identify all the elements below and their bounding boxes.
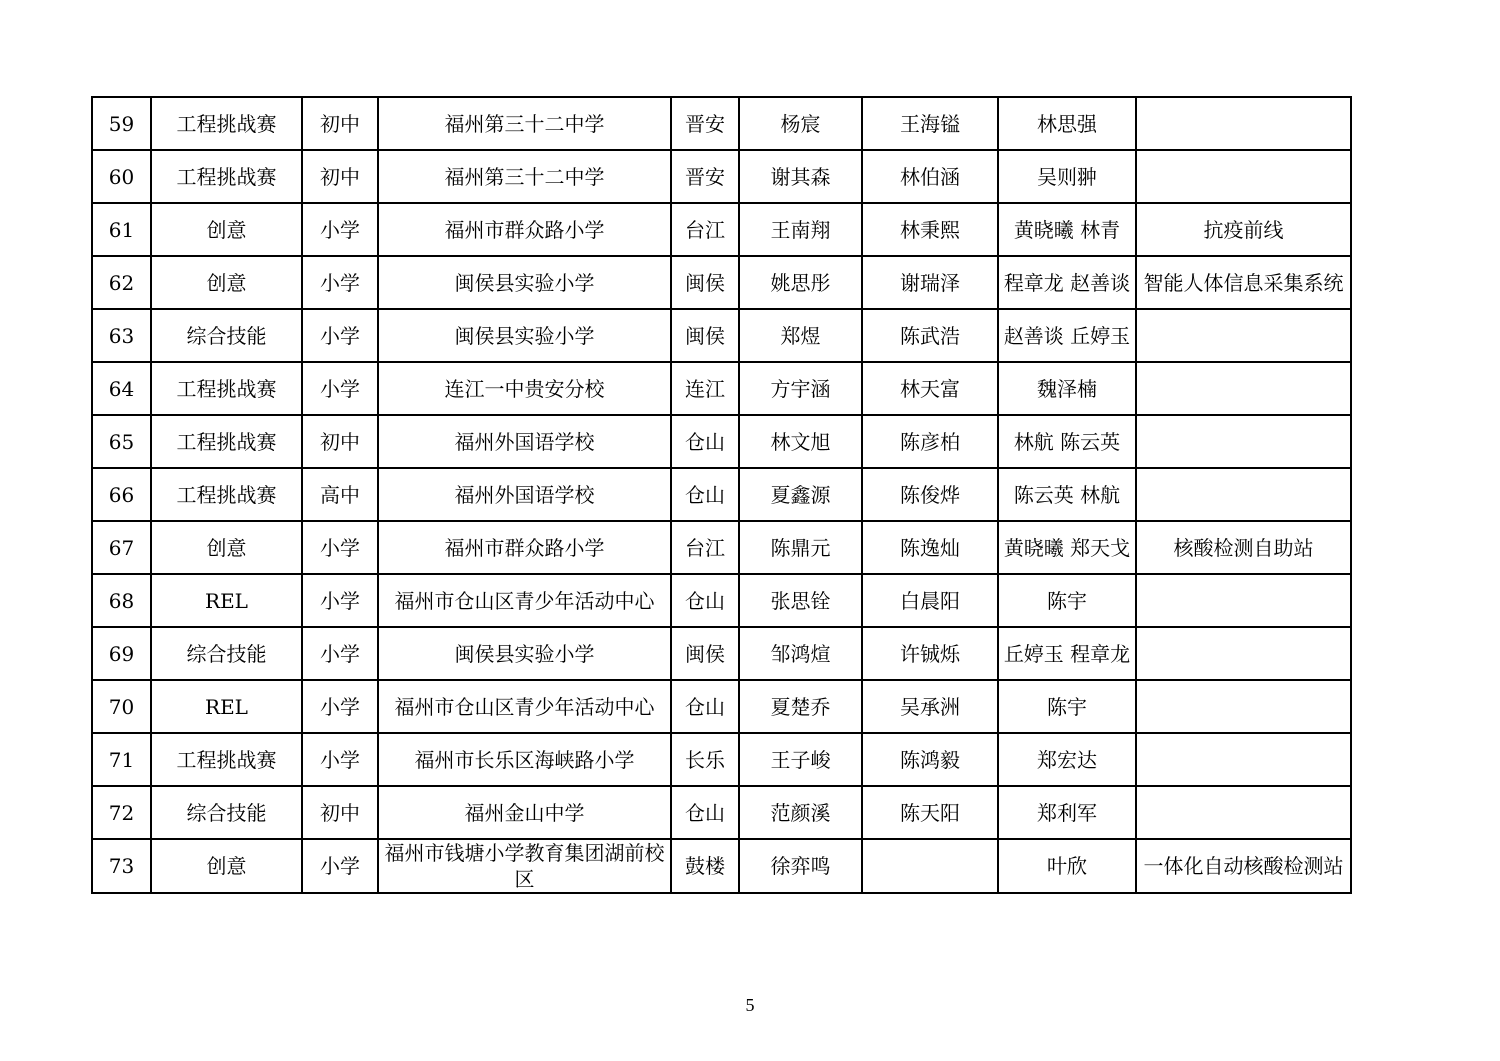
school-name-cell: 福州外国语学校 [378, 415, 671, 468]
row-number-cell: 72 [92, 786, 151, 839]
student-name-cell: 林文旭 [739, 415, 862, 468]
student-name-2-cell: 许铖烁 [862, 627, 998, 680]
district-cell: 闽侯 [671, 627, 739, 680]
table-row [92, 362, 1351, 415]
coach-names-cell: 陈宇 [998, 680, 1136, 733]
student-name-cell: 王子峻 [739, 733, 862, 786]
student-name-cell: 夏楚乔 [739, 680, 862, 733]
table-row [92, 309, 1351, 362]
coach-names-cell: 黄晓曦 林青 [998, 203, 1136, 256]
school-name-cell: 福州金山中学 [378, 786, 671, 839]
project-title-cell [1136, 786, 1351, 839]
coach-names-cell: 丘婷玉 程章龙 [998, 627, 1136, 680]
school-name-cell: 闽侯县实验小学 [378, 627, 671, 680]
row-number-cell: 63 [92, 309, 151, 362]
district-cell: 仓山 [671, 415, 739, 468]
coach-names-cell: 陈宇 [998, 574, 1136, 627]
event-category-cell: 创意 [151, 839, 302, 893]
project-title-cell: 抗疫前线 [1136, 203, 1351, 256]
event-category-cell: 创意 [151, 256, 302, 309]
school-name-cell: 福州第三十二中学 [378, 150, 671, 203]
district-cell: 仓山 [671, 680, 739, 733]
event-category-cell: REL [151, 574, 302, 627]
project-title-cell [1136, 574, 1351, 627]
event-category-cell: 创意 [151, 521, 302, 574]
student-name-2-cell: 陈天阳 [862, 786, 998, 839]
table-row [92, 150, 1351, 203]
row-number-cell: 65 [92, 415, 151, 468]
table-row [92, 680, 1351, 733]
table-row [92, 256, 1351, 309]
school-level-cell: 小学 [302, 733, 378, 786]
school-name-cell: 福州市仓山区青少年活动中心 [378, 680, 671, 733]
district-cell: 闽侯 [671, 309, 739, 362]
school-level-cell: 小学 [302, 521, 378, 574]
project-title-cell [1136, 309, 1351, 362]
school-name-cell: 福州第三十二中学 [378, 97, 671, 150]
coach-names-cell: 吴则翀 [998, 150, 1136, 203]
event-category-cell: 创意 [151, 203, 302, 256]
table-row [92, 521, 1351, 574]
school-name-cell: 福州市长乐区海峡路小学 [378, 733, 671, 786]
row-number-cell: 70 [92, 680, 151, 733]
district-cell: 连江 [671, 362, 739, 415]
row-number-cell: 64 [92, 362, 151, 415]
event-category-cell: 综合技能 [151, 309, 302, 362]
event-category-cell: 工程挑战赛 [151, 362, 302, 415]
student-name-cell: 方宇涵 [739, 362, 862, 415]
coach-names-cell: 郑宏达 [998, 733, 1136, 786]
school-name-cell: 福州市群众路小学 [378, 203, 671, 256]
row-number-cell: 66 [92, 468, 151, 521]
coach-names-cell: 陈云英 林航 [998, 468, 1136, 521]
student-name-cell: 徐弈鸣 [739, 839, 862, 893]
project-title-cell [1136, 733, 1351, 786]
school-level-cell: 初中 [302, 150, 378, 203]
school-name-cell: 闽侯县实验小学 [378, 309, 671, 362]
school-level-cell: 小学 [302, 574, 378, 627]
student-name-2-cell [862, 839, 998, 893]
project-title-cell: 核酸检测自助站 [1136, 521, 1351, 574]
coach-names-cell: 魏泽楠 [998, 362, 1136, 415]
project-title-cell [1136, 97, 1351, 150]
coach-names-cell: 黄晓曦 郑天戈 [998, 521, 1136, 574]
table-row [92, 627, 1351, 680]
table-row [92, 839, 1351, 893]
student-name-2-cell: 陈鸿毅 [862, 733, 998, 786]
student-name-2-cell: 林秉熙 [862, 203, 998, 256]
table-row [92, 733, 1351, 786]
project-title-cell [1136, 680, 1351, 733]
school-level-cell: 小学 [302, 362, 378, 415]
row-number-cell: 69 [92, 627, 151, 680]
district-cell: 仓山 [671, 468, 739, 521]
student-name-cell: 范颜溪 [739, 786, 862, 839]
student-name-2-cell: 林天富 [862, 362, 998, 415]
student-name-cell: 谢其森 [739, 150, 862, 203]
table-row [92, 468, 1351, 521]
event-category-cell: 工程挑战赛 [151, 733, 302, 786]
student-name-cell: 郑煜 [739, 309, 862, 362]
student-name-cell: 邹鸿煊 [739, 627, 862, 680]
project-title-cell [1136, 415, 1351, 468]
student-name-2-cell: 谢瑞泽 [862, 256, 998, 309]
row-number-cell: 61 [92, 203, 151, 256]
coach-names-cell: 程章龙 赵善谈 [998, 256, 1136, 309]
coach-names-cell: 叶欣 [998, 839, 1136, 893]
district-cell: 台江 [671, 203, 739, 256]
district-cell: 台江 [671, 521, 739, 574]
school-name-cell: 福州市钱塘小学教育集团湖前校区 [378, 839, 671, 893]
student-name-cell: 王南翔 [739, 203, 862, 256]
school-level-cell: 小学 [302, 627, 378, 680]
table-row [92, 786, 1351, 839]
project-title-cell: 一体化自动核酸检测站 [1136, 839, 1351, 893]
event-category-cell: 工程挑战赛 [151, 150, 302, 203]
student-name-2-cell: 陈俊烨 [862, 468, 998, 521]
student-name-2-cell: 王海镒 [862, 97, 998, 150]
project-title-cell [1136, 150, 1351, 203]
school-level-cell: 小学 [302, 256, 378, 309]
student-name-2-cell: 陈武浩 [862, 309, 998, 362]
student-name-cell: 张思铨 [739, 574, 862, 627]
district-cell: 仓山 [671, 574, 739, 627]
student-name-cell: 姚思彤 [739, 256, 862, 309]
event-category-cell: 工程挑战赛 [151, 97, 302, 150]
row-number-cell: 71 [92, 733, 151, 786]
table-body [92, 97, 1351, 893]
results-table [91, 96, 1352, 894]
coach-names-cell: 林航 陈云英 [998, 415, 1136, 468]
student-name-2-cell: 白晨阳 [862, 574, 998, 627]
school-level-cell: 小学 [302, 203, 378, 256]
student-name-2-cell: 林伯涵 [862, 150, 998, 203]
event-category-cell: REL [151, 680, 302, 733]
table-row [92, 415, 1351, 468]
table-row [92, 97, 1351, 150]
event-category-cell: 工程挑战赛 [151, 415, 302, 468]
student-name-cell: 陈鼎元 [739, 521, 862, 574]
school-level-cell: 小学 [302, 680, 378, 733]
project-title-cell [1136, 468, 1351, 521]
school-level-cell: 初中 [302, 97, 378, 150]
student-name-2-cell: 吴承洲 [862, 680, 998, 733]
school-level-cell: 小学 [302, 839, 378, 893]
row-number-cell: 62 [92, 256, 151, 309]
student-name-2-cell: 陈逸灿 [862, 521, 998, 574]
school-name-cell: 福州市群众路小学 [378, 521, 671, 574]
event-category-cell: 工程挑战赛 [151, 468, 302, 521]
district-cell: 长乐 [671, 733, 739, 786]
table-row [92, 203, 1351, 256]
row-number-cell: 59 [92, 97, 151, 150]
table-row [92, 574, 1351, 627]
coach-names-cell: 郑利军 [998, 786, 1136, 839]
row-number-cell: 73 [92, 839, 151, 893]
student-name-cell: 杨宸 [739, 97, 862, 150]
district-cell: 晋安 [671, 150, 739, 203]
coach-names-cell: 赵善谈 丘婷玉 [998, 309, 1136, 362]
school-name-cell: 福州市仓山区青少年活动中心 [378, 574, 671, 627]
district-cell: 闽侯 [671, 256, 739, 309]
row-number-cell: 67 [92, 521, 151, 574]
school-name-cell: 连江一中贵安分校 [378, 362, 671, 415]
row-number-cell: 60 [92, 150, 151, 203]
event-category-cell: 综合技能 [151, 786, 302, 839]
page-number: 5 [745, 995, 755, 1015]
event-category-cell: 综合技能 [151, 627, 302, 680]
school-level-cell: 初中 [302, 415, 378, 468]
row-number-cell: 68 [92, 574, 151, 627]
school-level-cell: 初中 [302, 786, 378, 839]
student-name-2-cell: 陈彦柏 [862, 415, 998, 468]
district-cell: 仓山 [671, 786, 739, 839]
school-level-cell: 小学 [302, 309, 378, 362]
project-title-cell [1136, 627, 1351, 680]
coach-names-cell: 林思强 [998, 97, 1136, 150]
project-title-cell [1136, 362, 1351, 415]
school-level-cell: 高中 [302, 468, 378, 521]
school-name-cell: 闽侯县实验小学 [378, 256, 671, 309]
school-name-cell: 福州外国语学校 [378, 468, 671, 521]
district-cell: 晋安 [671, 97, 739, 150]
project-title-cell: 智能人体信息采集系统 [1136, 256, 1351, 309]
student-name-cell: 夏鑫源 [739, 468, 862, 521]
district-cell: 鼓楼 [671, 839, 739, 893]
